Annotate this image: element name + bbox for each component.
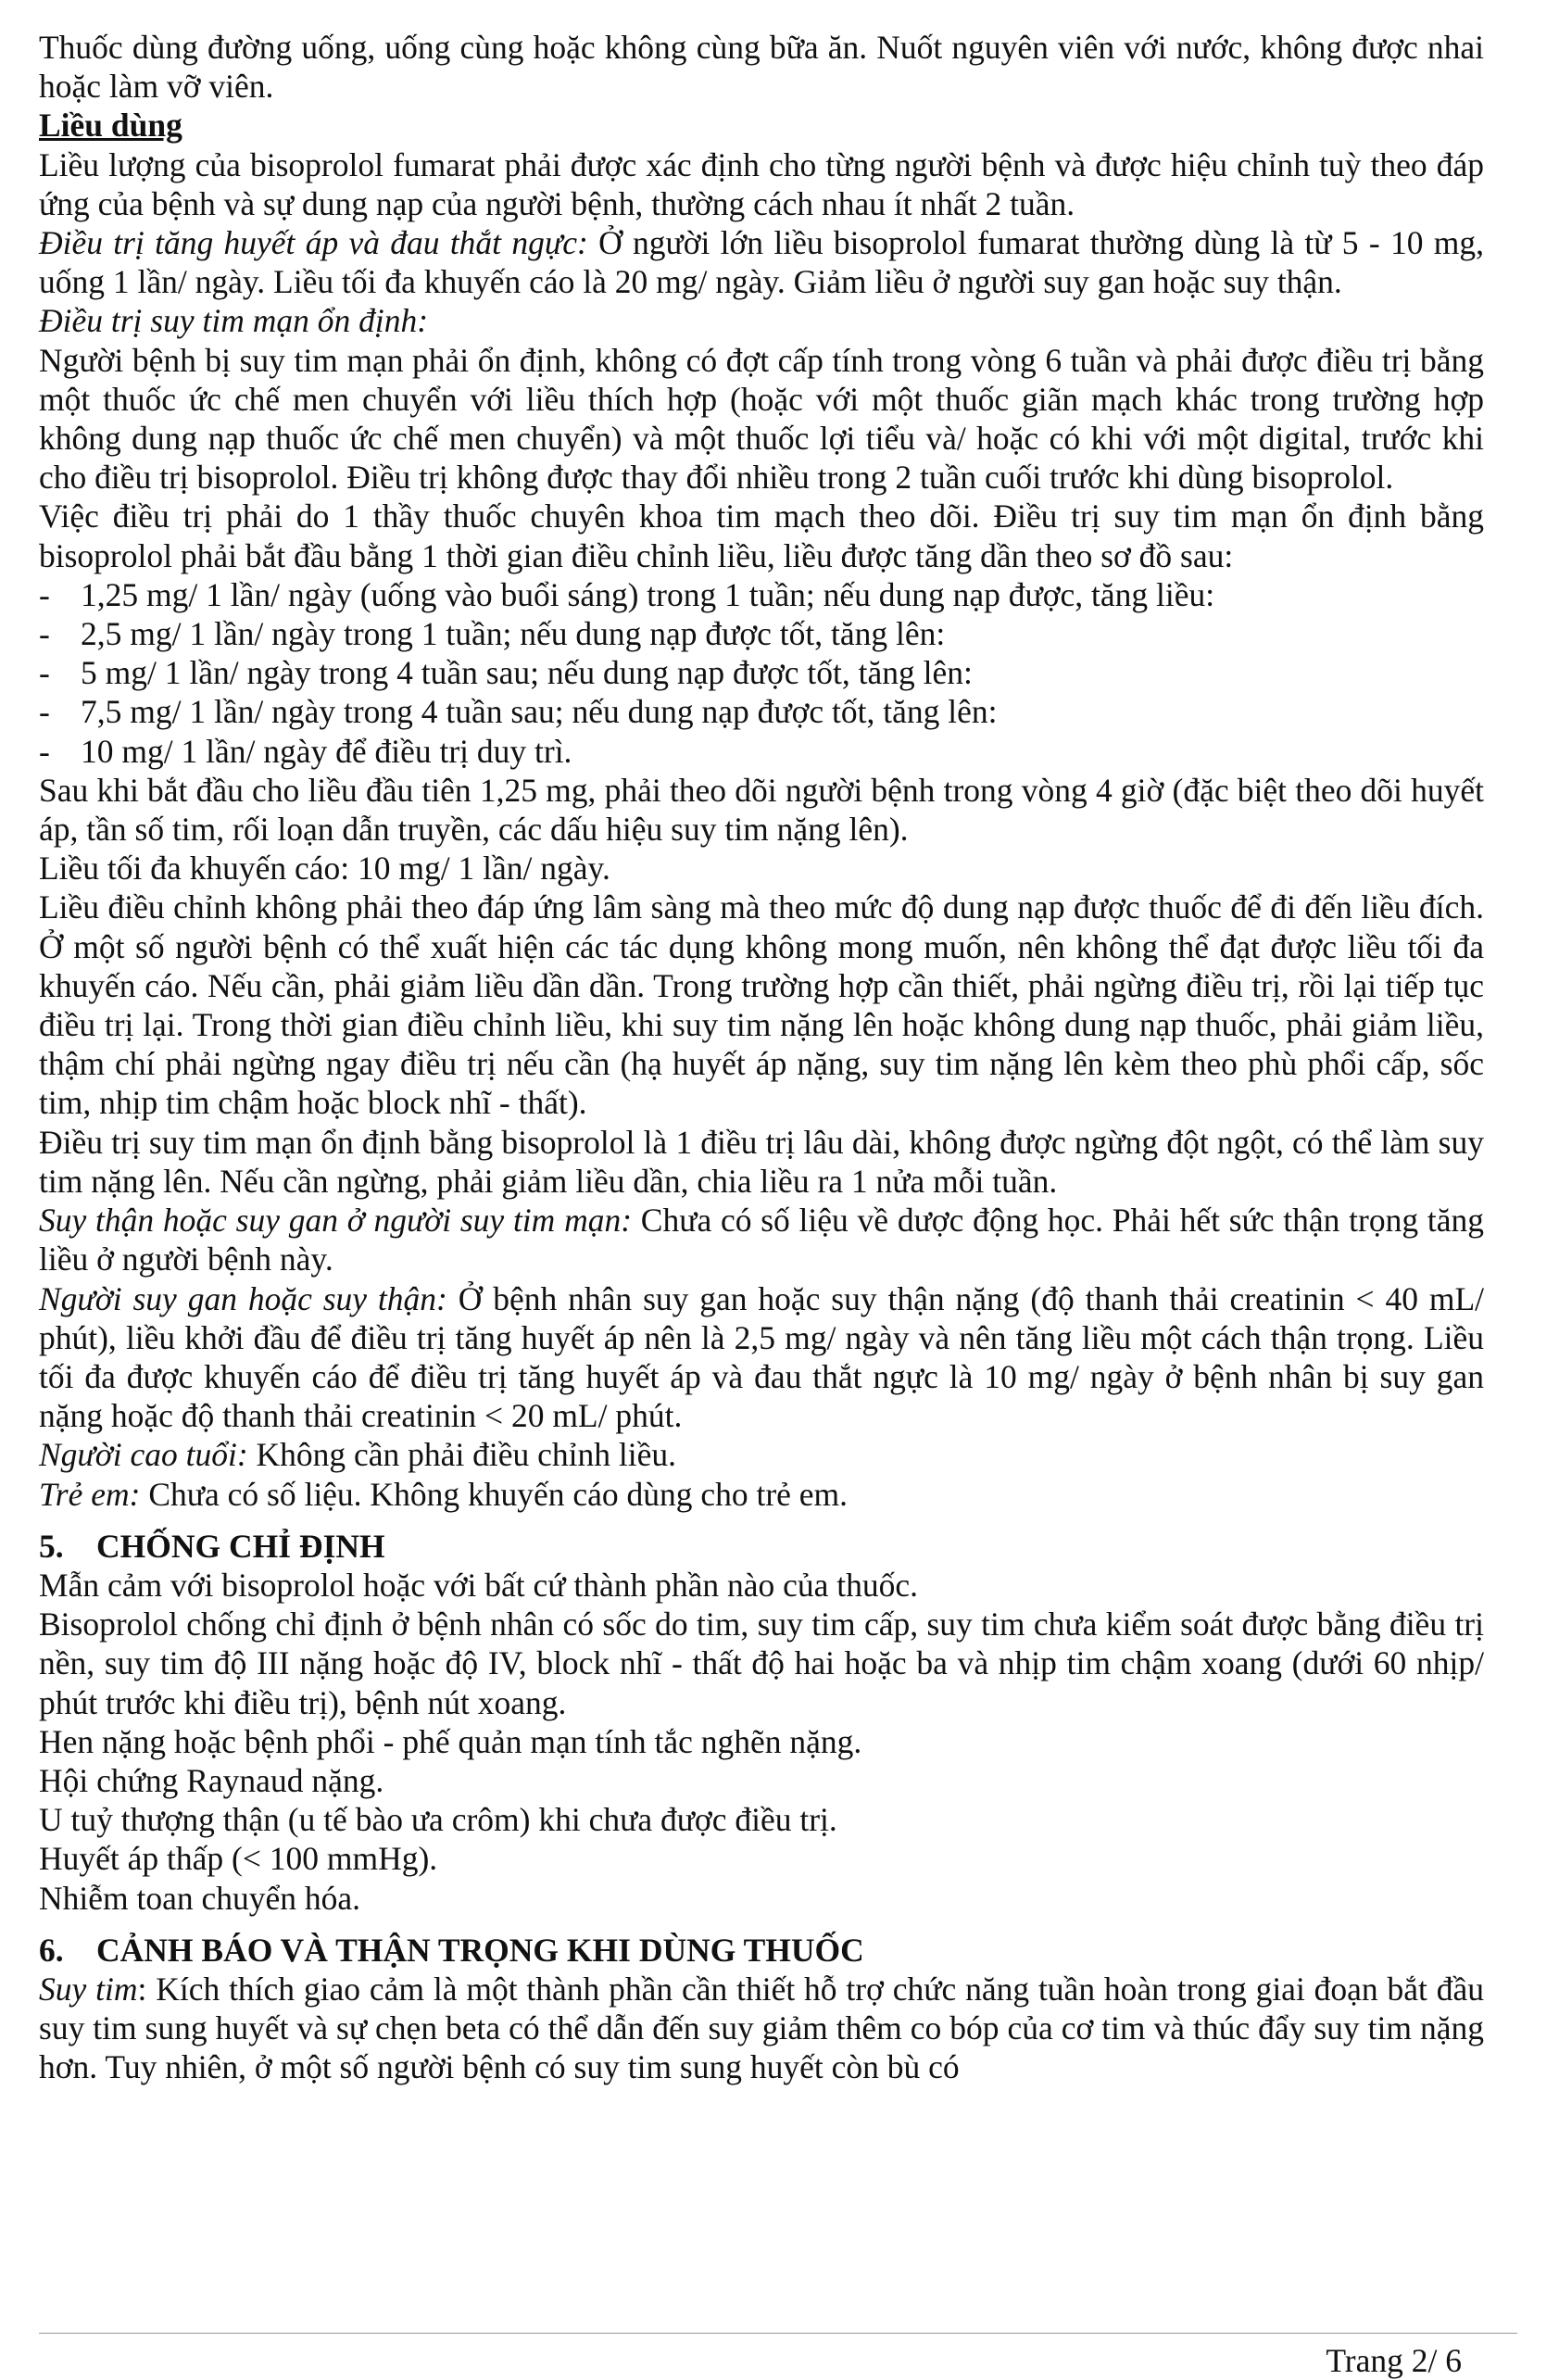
dosage-heading: Liều dùng xyxy=(39,107,182,145)
htn-paragraph xyxy=(39,223,1484,301)
htn-text: Ở người lớn liều bisoprolol fumarat thường dùng là từ 5 - 10 mg, uống 1 lần/ ngày. Liều tối đa khuyến cáo là 20 mg/ ngày. Giảm liều ở người suy gan hoặc suy thận. xyxy=(39,224,1484,301)
hf-paragraph-5: Liều điều chỉnh không phải theo đáp ứng lâm sàng mà theo mức độ dung nạp được thuốc để đi đến liều đích. Ở một số người bệnh có thể xuất hiện các tác dụng không mong muốn, nên không thể đạt được liều tối đa khuyến cáo. Nếu cần, phải giảm liều dần dần. Trong trường hợp cần thiết, phải ngừng điều trị, rồi lại tiếp tục điều trị lại. Trong thời gian điều chỉnh liều, khi suy tim nặng lên hoặc không dung nạp thuốc, phải giảm liều, thậm chí phải ngừng ngay điều trị nếu cần (hạ huyết áp nặng, suy tim nặng lên kèm theo phù phổi cấp, sốc tim, nhịp tim chậm hoặc block nhĩ - thất). xyxy=(39,888,1484,1122)
warning-hf-label: Suy tim xyxy=(39,1970,138,2008)
schedule-item xyxy=(39,614,1484,653)
hepatic-label: Người suy gan hoặc suy thận: xyxy=(39,1279,447,1317)
htn-label: Điều trị tăng huyết áp và đau thắt ngực: xyxy=(39,224,588,262)
section-6-number: 6. xyxy=(39,1931,64,1969)
children-text: Chưa có số liệu. Không khuyến cáo dùng cho trẻ em. xyxy=(140,1475,849,1513)
section-5-number: 5. xyxy=(39,1527,64,1565)
elderly-paragraph xyxy=(39,1435,1484,1474)
dosage-paragraph: Liều lượng của bisoprolol fumarat phải được xác định cho từng người bệnh và được hiệu chỉnh tuỳ theo đáp ứng của bệnh và sự dung nạp của người bệnh, thường cách nhau ít nhất 2 tuần. xyxy=(39,145,1484,222)
children-paragraph xyxy=(39,1475,1484,1514)
hf-paragraph-1: Người bệnh bị suy tim mạn phải ổn định, không có đợt cấp tính trong vòng 6 tuần và phải được điều trị bằng một thuốc ức chế men chuyển với liều thích hợp (hoặc với một thuốc giãn mạch khác trong trường hợp không dung nạp thuốc ức chế men chuyển) và một thuốc lợi tiểu và/ hoặc có khi với một digital, trước khi cho điều trị bisoprolol. Điều trị không được thay đổi nhiều trong 2 tuần cuối trước khi dùng bisoprolol. xyxy=(39,341,1484,497)
section-5-title-text: CHỐNG CHỈ ĐỊNH xyxy=(96,1527,385,1565)
warning-heart-failure-paragraph xyxy=(39,1970,1484,2087)
contraindication-item: Bisoprolol chống chỉ định ở bệnh nhân có sốc do tim, suy tim cấp, suy tim chưa kiểm soát được bằng điều trị nền, suy tim độ III nặng hoặc độ IV, block nhĩ - thất độ hai hoặc ba và nhịp tim chậm xoang (dưới 60 nhịp/ phút trước khi điều trị), bệnh nút xoang. xyxy=(39,1606,1484,1721)
schedule-item-text: 1,25 mg/ 1 lần/ ngày (uống vào buổi sáng) trong 1 tuần; nếu dung nạp được, tăng liều: xyxy=(81,575,1215,613)
hf-paragraph-3: Sau khi bắt đầu cho liều đầu tiên 1,25 mg, phải theo dõi người bệnh trong vòng 4 giờ (đặc biệt theo dõi huyết áp, tần số tim, rối loạn dẫn truyền, các dấu hiệu suy tim nặng lên). xyxy=(39,771,1484,849)
hepatic-text: Ở bệnh nhân suy gan hoặc suy thận nặng (độ thanh thải creatinin < 40 mL/ phút), liều khởi đầu để điều trị tăng huyết áp nên là 2,5 mg/ ngày và nên tăng liều một cách thận trọng. Liều tối đa được khuyến cáo để điều trị tăng huyết áp và đau thắt ngực là 10 mg/ ngày ở bệnh nhân bị suy gan nặng hoặc độ thanh thải creatinin < 20 mL/ phút. xyxy=(39,1279,1485,1435)
schedule-item xyxy=(39,575,1484,614)
dash-marker: - xyxy=(39,575,50,613)
hf-paragraph-2: Việc điều trị phải do 1 thầy thuốc chuyên khoa tim mạch theo dõi. Điều trị suy tim mạn ổn định bằng bisoprolol phải bắt đầu bằng 1 thời gian điều chỉnh liều, liều được tăng dần theo sơ đồ sau: xyxy=(39,497,1484,574)
section-5-title xyxy=(39,1527,1484,1566)
contraindication-item: Mẫn cảm với bisoprolol hoặc với bất cứ thành phần nào của thuốc. xyxy=(39,1566,918,1604)
section-6-title-text: CẢNH BÁO VÀ THẬN TRỌNG KHI DÙNG THUỐC xyxy=(96,1931,864,1969)
schedule-item-text: 10 mg/ 1 lần/ ngày để điều trị duy trì. xyxy=(81,732,572,770)
hf-paragraph-6: Điều trị suy tim mạn ổn định bằng bisoprolol là 1 điều trị lâu dài, không được ngừng đột ngột, có thể làm suy tim nặng lên. Nếu cần ngừng, phải giảm liều dần, chia liều ra 1 nửa mỗi tuần. xyxy=(39,1123,1484,1200)
footer-divider xyxy=(39,2333,1517,2334)
dash-marker: - xyxy=(39,654,50,692)
schedule-item-text: 5 mg/ 1 lần/ ngày trong 4 tuần sau; nếu dung nạp được tốt, tăng lên: xyxy=(81,654,973,692)
dash-marker: - xyxy=(39,693,50,731)
schedule-item xyxy=(39,653,1484,692)
elderly-text: Không cần phải điều chỉnh liều. xyxy=(247,1436,677,1474)
page-number: Trang 2/ 6 xyxy=(1326,2342,1462,2379)
dash-marker: - xyxy=(39,732,50,770)
schedule-item-text: 7,5 mg/ 1 lần/ ngày trong 4 tuần sau; nếu dung nạp được tốt, tăng lên: xyxy=(81,693,998,731)
intro-paragraph: Thuốc dùng đường uống, uống cùng hoặc không cùng bữa ăn. Nuốt nguyên viên với nước, không được nhai hoặc làm vỡ viên. xyxy=(39,29,1484,106)
hf-label: Điều trị suy tim mạn ổn định: xyxy=(39,302,429,340)
dash-marker: - xyxy=(39,615,50,653)
schedule-item xyxy=(39,692,1484,731)
renal-hf-label: Suy thận hoặc suy gan ở người suy tim mạn: xyxy=(39,1202,633,1240)
section-6-title xyxy=(39,1931,1484,1970)
hf-paragraph-4: Liều tối đa khuyến cáo: 10 mg/ 1 lần/ ngày. xyxy=(39,850,610,888)
schedule-item xyxy=(39,732,1484,771)
renal-hf-paragraph xyxy=(39,1201,1484,1278)
renal-hf-text: Chưa có số liệu về dược động học. Phải hết sức thận trọng tăng liều ở người bệnh này. xyxy=(39,1202,1484,1278)
children-label: Trẻ em: xyxy=(39,1475,141,1513)
contraindication-item: Huyết áp thấp (< 100 mmHg). xyxy=(39,1840,438,1878)
contraindication-item: Nhiễm toan chuyển hóa. xyxy=(39,1879,361,1917)
contraindication-item: U tuỷ thượng thận (u tế bào ưa crôm) khi chưa được điều trị. xyxy=(39,1801,837,1839)
schedule-item-text: 2,5 mg/ 1 lần/ ngày trong 1 tuần; nếu dung nạp được tốt, tăng lên: xyxy=(81,615,946,653)
document-page xyxy=(39,28,1484,2087)
hepatic-paragraph xyxy=(39,1279,1484,1436)
contraindication-item: Hen nặng hoặc bệnh phổi - phế quản mạn tính tắc nghẽn nặng. xyxy=(39,1722,862,1760)
warning-hf-text: : Kích thích giao cảm là một thành phần cần thiết hỗ trợ chức năng tuần hoàn trong giai đoạn bắt đầu suy tim sung huyết và sự chẹn beta có thể dẫn đến suy giảm thêm co bóp của cơ tim và thúc đẩy suy tim nặng hơn. Tuy nhiên, ở một số người bệnh có suy tim sung huyết còn bù có xyxy=(39,1970,1485,2086)
elderly-label: Người cao tuổi: xyxy=(39,1436,248,1474)
contraindication-item: Hội chứng Raynaud nặng. xyxy=(39,1761,384,1799)
